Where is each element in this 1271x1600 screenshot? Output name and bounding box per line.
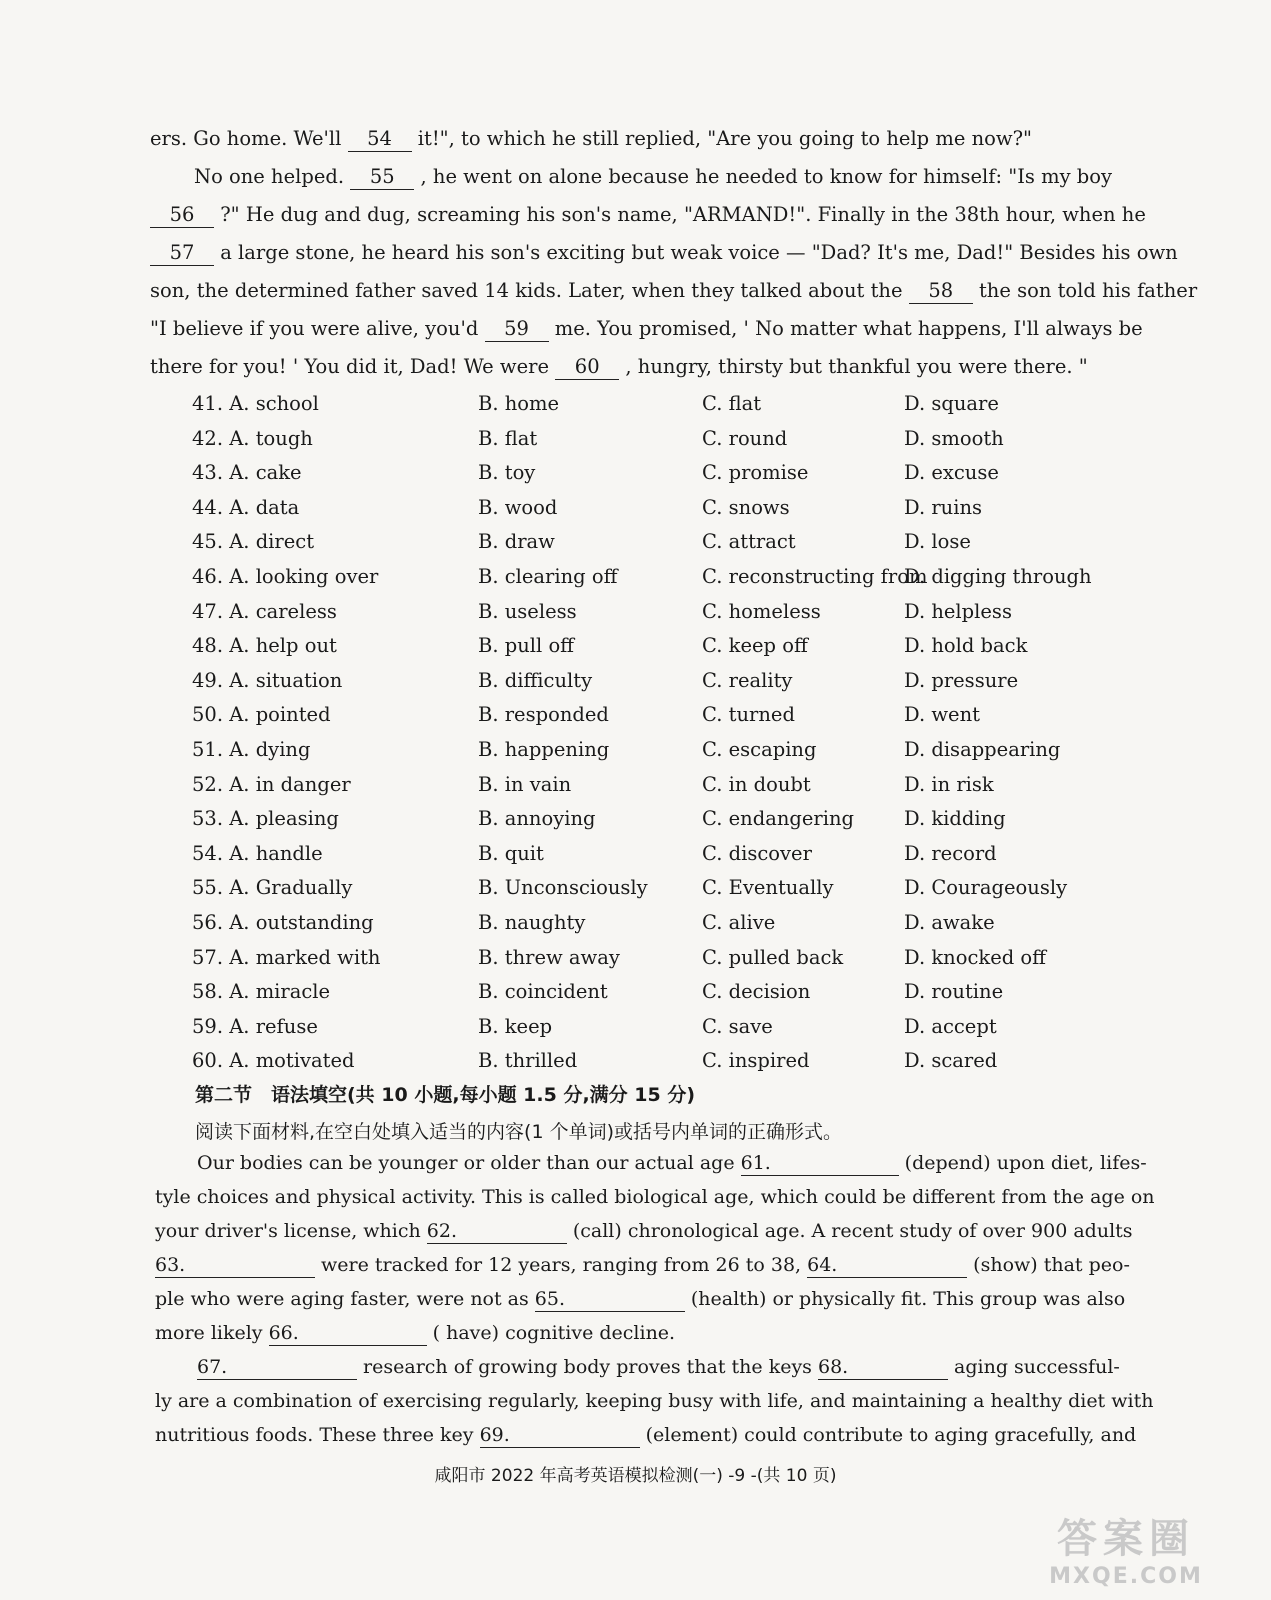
grammar-passage [155, 1146, 1155, 1452]
option-d[interactable]: D. smooth [904, 426, 1004, 450]
option-b[interactable]: B. annoying [478, 807, 596, 831]
text: aging successful- [954, 1356, 1120, 1378]
option-row [192, 1045, 1092, 1080]
text: your driver's license, which [155, 1220, 421, 1242]
option-a[interactable]: 42. A. tough [192, 426, 313, 450]
option-c[interactable]: C. promise [702, 461, 809, 485]
option-a[interactable]: 49. A. situation [192, 668, 343, 692]
option-a[interactable]: 52. A. in danger [192, 772, 351, 796]
grammar-line [155, 1214, 1133, 1248]
option-c[interactable]: C. decision [702, 980, 811, 1004]
text: tyle choices and physical activity. This is called biological age, which could be different from the age on [155, 1186, 1155, 1208]
blank-68[interactable] [818, 1355, 948, 1380]
option-c[interactable]: C. attract [702, 530, 796, 554]
text: research of growing body proves that the keys [363, 1356, 812, 1378]
option-row [192, 596, 1092, 631]
option-c[interactable]: C. alive [702, 910, 776, 934]
option-b[interactable]: B. clearing off [478, 564, 618, 588]
blank-66[interactable] [269, 1321, 427, 1346]
text: No one helped. [194, 165, 345, 188]
option-row [192, 838, 1092, 873]
option-d[interactable]: D. awake [904, 910, 995, 934]
text: , he went on alone because he needed to know for himself: "Is my boy [420, 165, 1113, 188]
option-d[interactable]: D. square [904, 392, 999, 415]
option-b[interactable]: B. flat [478, 426, 538, 450]
grammar-line [155, 1282, 1126, 1316]
passage-line [150, 120, 1088, 158]
option-c[interactable]: C. escaping [702, 737, 817, 761]
option-row [192, 769, 1092, 804]
text: it!", to which he still replied, "Are you going to help me now?" [417, 127, 1033, 150]
option-d[interactable]: D. kidding [904, 807, 1006, 831]
passage-line [150, 272, 1198, 310]
option-c[interactable]: C. discover [702, 841, 812, 865]
option-a[interactable]: 46. A. looking over [192, 564, 379, 588]
text: the son told his father [978, 279, 1198, 302]
option-b[interactable]: B. threw away [478, 945, 620, 969]
option-row [192, 734, 1092, 769]
option-c[interactable]: C. turned [702, 703, 795, 727]
blank-59: 59 [485, 317, 549, 342]
option-d[interactable]: D. went [904, 703, 980, 727]
text: more likely [155, 1322, 263, 1344]
option-row [192, 492, 1092, 527]
blank-64[interactable] [807, 1253, 967, 1278]
option-b[interactable]: B. wood [478, 495, 558, 519]
text: (depend) upon diet, lifes- [904, 1152, 1147, 1174]
option-b[interactable]: B. draw [478, 530, 555, 554]
blank-63[interactable] [155, 1253, 315, 1278]
option-d[interactable]: D. disappearing [904, 737, 1061, 761]
option-b[interactable]: B. in vain [478, 772, 572, 796]
option-a[interactable]: 47. A. careless [192, 599, 337, 623]
grammar-line [155, 1180, 1155, 1214]
option-c[interactable]: C. homeless [702, 599, 821, 623]
blank-56: 56 [150, 203, 214, 228]
blank-number: 67. [197, 1356, 228, 1378]
option-a[interactable]: 60. A. motivated [192, 1049, 355, 1073]
option-c[interactable]: C. reality [702, 668, 793, 692]
option-row [192, 942, 1092, 977]
option-b[interactable]: B. home [478, 392, 560, 415]
blank-number: 62. [426, 1220, 457, 1242]
option-d[interactable]: D. pressure [904, 668, 1019, 692]
blank-number: 61. [740, 1152, 771, 1174]
option-row [192, 630, 1092, 665]
option-a[interactable]: 43. A. cake [192, 461, 302, 485]
text: (show) that peo- [973, 1254, 1130, 1276]
blank-60: 60 [555, 355, 619, 380]
watermark-text: 答案圈 [1057, 1516, 1195, 1562]
blank-number: 66. [268, 1322, 299, 1344]
grammar-line [155, 1418, 1137, 1452]
option-d[interactable]: D. lose [904, 530, 971, 554]
option-c[interactable]: C. Eventually [702, 876, 834, 900]
text: ers. Go home. We'll [150, 127, 342, 150]
blank-69[interactable] [480, 1423, 640, 1448]
option-a[interactable]: 50. A. pointed [192, 703, 331, 727]
option-d[interactable]: D. digging through [904, 564, 1092, 588]
option-d[interactable]: D. record [904, 841, 997, 865]
option-c[interactable]: C. reconstructing from [702, 564, 928, 588]
blank-57: 57 [150, 241, 214, 266]
blank-number: 64. [807, 1254, 838, 1276]
watermark-domain: MXQE.COM [1049, 1564, 1203, 1589]
page-footer: 咸阳市 2022 年高考英语模拟检测(一) -9 -(共 10 页) [434, 1466, 837, 1486]
passage-line [150, 310, 1143, 348]
text: "I believe if you were alive, you'd [150, 317, 479, 340]
option-b[interactable]: B. toy [478, 461, 536, 485]
text: Our bodies can be younger or older than our actual age [197, 1152, 735, 1174]
passage-line [150, 234, 1178, 272]
option-row [192, 907, 1092, 942]
blank-62[interactable] [427, 1219, 567, 1244]
option-a[interactable]: 44. A. data [192, 495, 300, 519]
text: (element) could contribute to aging gracefully, and [645, 1424, 1137, 1446]
option-b[interactable]: B. quit [478, 841, 544, 865]
grammar-line [155, 1350, 1120, 1384]
option-d[interactable]: D. excuse [904, 461, 999, 485]
text: ?" He dug and dug, screaming his son's name, "ARMAND!". Finally in the 38th hour, when he [220, 203, 1146, 226]
option-b[interactable]: B. pull off [478, 634, 575, 658]
option-d[interactable]: D. hold back [904, 634, 1028, 658]
text: ly are a combination of exercising regularly, keeping busy with life, and maintaining a healthy diet with [155, 1390, 1154, 1412]
option-a[interactable]: 45. A. direct [192, 530, 315, 554]
option-row [192, 976, 1092, 1011]
option-c[interactable]: C. snows [702, 495, 790, 519]
blank-number: 68. [817, 1356, 849, 1378]
section-instruction: 阅读下面材料,在空白处填入适当的内容(1 个单词)或括号内单词的正确形式。 [195, 1121, 842, 1143]
option-d[interactable]: D. knocked off [904, 945, 1047, 969]
blank-58: 58 [909, 279, 973, 304]
option-b[interactable]: B. happening [478, 737, 610, 761]
blank-65[interactable] [535, 1287, 685, 1312]
passage-line [150, 348, 1088, 386]
option-d[interactable]: D. in risk [904, 772, 994, 796]
grammar-line [155, 1384, 1154, 1418]
text: there for you! ' You did it, Dad! We were [150, 355, 549, 378]
option-b[interactable]: B. Unconsciously [478, 876, 648, 900]
cloze-passage-end [150, 120, 1198, 386]
option-row [192, 803, 1092, 838]
option-a[interactable]: 51. A. dying [192, 737, 311, 761]
blank-number: 63. [155, 1254, 186, 1276]
option-c[interactable]: C. endangering [702, 807, 855, 831]
option-a[interactable]: 56. A. outstanding [192, 910, 374, 934]
option-row [192, 561, 1092, 596]
option-c[interactable]: C. save [702, 1014, 773, 1038]
option-a[interactable]: 58. A. miracle [192, 980, 331, 1004]
option-b[interactable]: B. thrilled [478, 1049, 578, 1073]
option-b[interactable]: B. keep [478, 1014, 553, 1038]
option-row [192, 457, 1092, 492]
option-row [192, 526, 1092, 561]
option-row [192, 872, 1092, 907]
text: a large stone, he heard his son's exciting but weak voice — "Dad? It's me, Dad!" Besides his own [220, 241, 1178, 264]
option-c[interactable]: C. in doubt [702, 772, 811, 796]
option-row [192, 423, 1092, 458]
option-c[interactable]: C. flat [702, 392, 762, 415]
text: nutritious foods. These three key [155, 1424, 474, 1446]
grammar-line [155, 1316, 1071, 1350]
text: me. You promised, ' No matter what happens, I'll always be [554, 317, 1143, 340]
blank-number: 69. [479, 1424, 510, 1446]
option-row [192, 1011, 1092, 1046]
option-b[interactable]: B. coincident [478, 980, 608, 1004]
option-a[interactable]: 48. A. help out [192, 634, 337, 658]
option-c[interactable]: C. round [702, 426, 788, 450]
option-row [192, 699, 1092, 734]
passage-line [150, 196, 1146, 234]
option-d[interactable]: D. ruins [904, 495, 983, 519]
blank-61[interactable] [741, 1151, 899, 1176]
text: (call) chronological age. A recent study of over 900 adults [572, 1220, 1133, 1242]
text: , hungry, thirsty but thankful you were there. " [625, 355, 1088, 378]
text: (health) or physically fit. This group was also [690, 1288, 1126, 1310]
text: were tracked for 12 years, ranging from 26 to 38, [321, 1254, 802, 1276]
blank-number: 65. [534, 1288, 566, 1310]
text: ple who were aging faster, were not as [155, 1288, 529, 1310]
option-row [192, 388, 1092, 423]
option-d[interactable]: D. routine [904, 980, 1004, 1004]
passage-line [150, 158, 1113, 196]
option-c[interactable]: C. pulled back [702, 945, 844, 969]
grammar-line [155, 1248, 1130, 1282]
option-d[interactable]: D. Courageously [904, 876, 1068, 900]
option-row [192, 665, 1092, 700]
option-b[interactable]: B. responded [478, 703, 609, 727]
option-a[interactable]: 54. A. handle [192, 841, 323, 865]
option-a[interactable]: 53. A. pleasing [192, 807, 339, 831]
option-a[interactable]: 59. A. refuse [192, 1014, 318, 1038]
option-d[interactable]: D. helpless [904, 599, 1012, 623]
option-a[interactable]: 41. A. school [192, 392, 319, 415]
option-b[interactable]: B. naughty [478, 910, 586, 934]
blank-54: 54 [348, 127, 412, 152]
grammar-line [155, 1146, 1147, 1180]
text: ( have) cognitive decline. [432, 1322, 676, 1344]
option-d[interactable]: D. accept [904, 1014, 997, 1038]
option-c[interactable]: C. keep off [702, 634, 808, 658]
option-d[interactable]: D. scared [904, 1049, 998, 1073]
option-b[interactable]: B. difficulty [478, 668, 593, 692]
answer-options-list [192, 388, 1092, 1080]
watermark-logo [1011, 1507, 1241, 1589]
blank-67[interactable] [197, 1355, 357, 1380]
option-a[interactable]: 57. A. marked with [192, 945, 381, 969]
option-a[interactable]: 55. A. Gradually [192, 876, 353, 900]
option-c[interactable]: C. inspired [702, 1049, 810, 1073]
section-title: 第二节 语法填空(共 10 小题,每小题 1.5 分,满分 15 分) [195, 1084, 696, 1106]
blank-55: 55 [350, 165, 414, 190]
text: son, the determined father saved 14 kids. Later, when they talked about the [150, 279, 903, 302]
option-b[interactable]: B. useless [478, 599, 577, 623]
